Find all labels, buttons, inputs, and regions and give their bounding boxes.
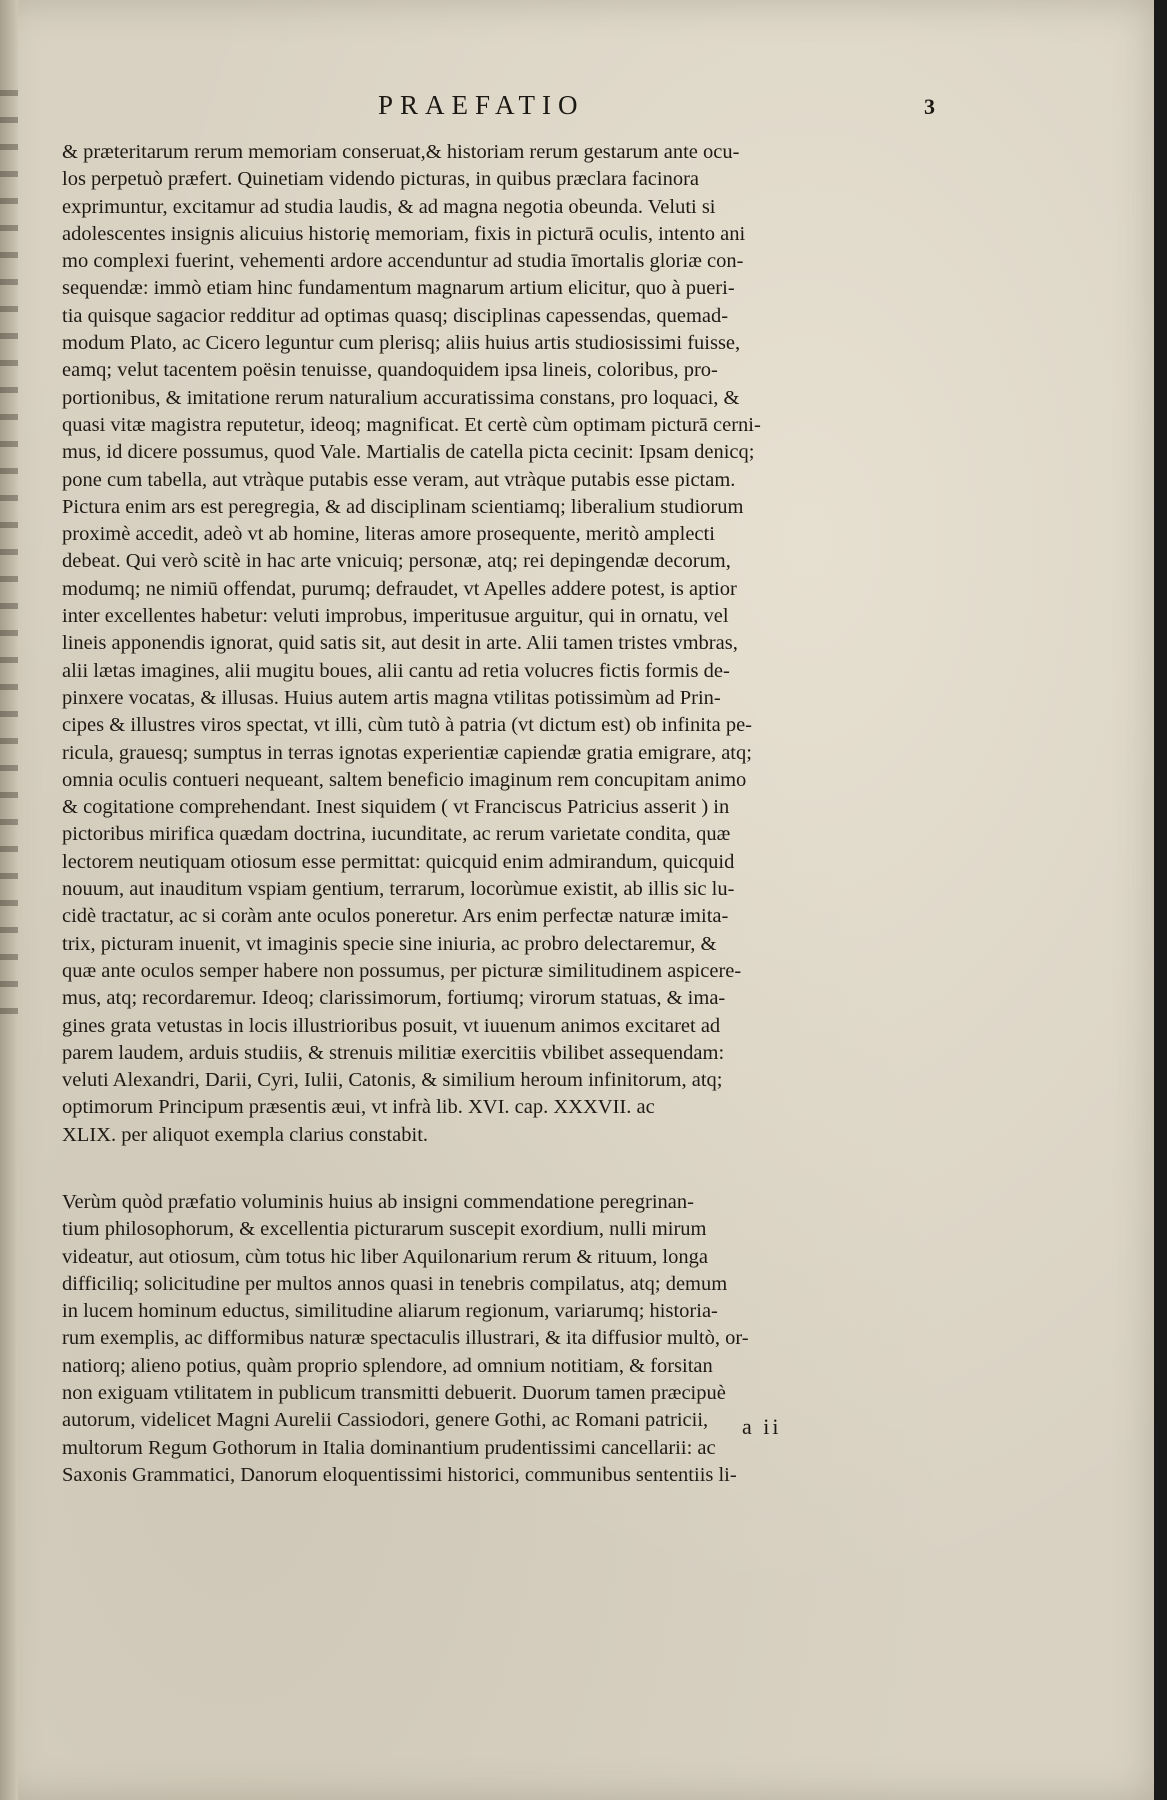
paragraph-gap: [62, 1149, 858, 1189]
text-line: pinxere vocatas, & illusas. Huius autem artis magna vtilitas potissimùm ad Prin-: [62, 686, 721, 709]
text-line: tium philosophorum, & excellentia picturarum suscepit exordium, nulli mirum: [62, 1218, 707, 1241]
text-line: lineis apponendis ignorat, quid satis sit, aut desit in arte. Alii tamen tristes vmbras,: [62, 632, 738, 655]
text-line: rum exemplis, ac difformibus naturæ spectaculis illustrari, & ita diffusior multò, or-: [62, 1327, 749, 1350]
text-line: mo complexi fuerint, vehementi ardore accenduntur ad studia īmortalis gloriæ con-: [62, 250, 744, 273]
body-text: [62, 139, 858, 1489]
text-line: eamq; velut tacentem poësin tenuisse, quandoquidem ipsa lineis, coloribus, pro-: [62, 359, 718, 382]
text-line: pone cum tabella, aut vtràque putabis esse veram, aut vtràque putabis esse pictam.: [62, 468, 736, 491]
running-head: PRAEFATIO: [378, 90, 585, 120]
scan-border: [1154, 0, 1167, 1800]
text-line: modum Plato, ac Cicero leguntur cum plerisq; aliis huius artis studiosissimi fuisse,: [62, 332, 741, 355]
binding-gutter: [0, 0, 18, 1800]
text-line: optimorum Principum præsentis æui, vt infrà lib. XVI. cap. XXXVII. ac: [62, 1096, 655, 1119]
paragraph: [62, 139, 858, 1149]
text-line: & cogitatione comprehendant. Inest siquidem ( vt Franciscus Patricius asserit ) in: [62, 796, 730, 819]
text-line: gines grata vetustas in locis illustrioribus posuit, vt iuuenum animos excitaret ad: [62, 1014, 721, 1037]
text-line: mus, id dicere possumus, quod Vale. Martialis de catella picta cecinit: Ipsam denicq;: [62, 441, 755, 464]
text-line: debeat. Qui verò scitè in hac arte vnicuiq; personæ, atq; rei depingendæ decorum,: [62, 550, 731, 573]
text-line: inter excellentes habetur: veluti improbus, imperitusue arguitur, qui in ornatu, vel: [62, 605, 729, 628]
text-line: cipes & illustres viros spectat, vt illi, cùm tutò à patria (vt dictum est) ob infinita pe-: [62, 714, 753, 737]
text-line: natiorq; alieno potius, quàm proprio splendore, ad omnium notitiam, & forsitan: [62, 1354, 713, 1377]
text-line: veluti Alexandri, Darii, Cyri, Iulii, Catonis, & similium heroum infinitorum, atq;: [62, 1069, 723, 1092]
text-line: difficiliq; solicitudine per multos annos quasi in tenebris compilatus, atq; demum: [62, 1272, 728, 1295]
text-line: mus, atq; recordaremur. Ideoq; clarissimorum, fortiumq; virorum statuas, & ima-: [62, 987, 726, 1010]
text-line: pictoribus mirifica quædam doctrina, iucunditate, ac rerum varietate condita, quæ: [62, 823, 731, 846]
text-line: videatur, aut otiosum, cùm totus hic liber Aquilonarium rerum & rituum, longa: [62, 1245, 708, 1268]
text-line: portionibus, & imitatione rerum naturalium accuratissima constans, pro loquaci, &: [62, 386, 740, 409]
text-line: tia quisque sagacior redditur ad optimas quasq; disciplinas capessendas, quemad-: [62, 304, 729, 327]
text-line: omnia oculis contueri nequeant, saltem beneficio imaginum rem concupitam animo: [62, 768, 747, 791]
text-line: exprimuntur, excitamur ad studia laudis, & ad magna negotia obeunda. Veluti si: [62, 195, 716, 218]
text-line: quasi vitæ magistra reputetur, ideoq; magnificat. Et certè cùm optimam picturā cerni-: [62, 413, 761, 436]
text-line: adolescentes insignis alicuius historię memoriam, fixis in picturā oculis, intento ani: [62, 222, 746, 245]
text-line: Saxonis Grammatici, Danorum eloquentissimi historici, communibus sententiis li-: [62, 1463, 737, 1486]
text-line: quæ ante oculos semper habere non possumus, per picturæ similitudinem aspicere-: [62, 959, 742, 982]
text-line: modumq; ne nimiū offendat, purumq; defraudet, vt Apelles addere potest, is aptior: [62, 577, 737, 600]
text-line: Pictura enim ars est peregregia, & ad disciplinam scientiamq; liberalium studiorum: [62, 495, 744, 518]
text-line: los perpetuò præfert. Quinetiam videndo picturas, in quibus præclara facinora: [62, 168, 700, 191]
text-line: sequendæ: immò etiam hinc fundamentum magnarum artium elicitur, quo à pueri-: [62, 277, 735, 300]
text-line: ricula, grauesq; sumptus in terras ignotas experientiæ capiendæ gratia emigrare, atq;: [62, 741, 752, 764]
text-line: trix, picturam inuenit, vt imaginis specie sine iniuria, ac probro delectaremur, &: [62, 932, 717, 955]
text-line: XLIX. per aliquot exempla clarius constabit.: [62, 1123, 429, 1146]
facing-page-bleed: [0, 90, 18, 1030]
text-line: non exiguam vtilitatem in publicum transmitti debuerit. Duorum tamen præcipuè: [62, 1382, 726, 1405]
text-line: autorum, videlicet Magni Aurelii Cassiodori, genere Gothi, ac Romani patricii,: [62, 1409, 709, 1432]
text-line: lectorem neutiquam otiosum esse permittat: quicquid enim admirandum, quicquid: [62, 850, 735, 873]
text-line: Verùm quòd præfatio voluminis huius ab insigni commendatione peregrinan-: [62, 1190, 694, 1213]
paragraph: [62, 1189, 858, 1489]
text-line: parem laudem, arduis studiis, & strenuis militiæ exercitiis vbilibet assequendam:: [62, 1041, 725, 1064]
page-number: 3: [924, 94, 935, 119]
text-line: alii lætas imagines, alii mugitu boues, alii cantu ad retia volucres fictis formis de-: [62, 659, 730, 682]
signature-mark: a ii: [742, 1414, 782, 1439]
text-line: multorum Regum Gothorum in Italia dominantium prudentissimi cancellarii: ac: [62, 1436, 716, 1459]
text-line: & præteritarum rerum memoriam conseruat,& historiam rerum gestarum ante ocu-: [62, 141, 740, 163]
text-line: proximè accedit, adeò vt ab homine, literas amore prosequente, meritò amplecti: [62, 523, 715, 546]
text-line: cidè tractatur, ac si coràm ante oculos poneretur. Ars enim perfectæ naturæ imita-: [62, 905, 729, 928]
text-line: nouum, aut inauditum vspiam gentium, terrarum, locorùmue existit, ab illis sic lu-: [62, 878, 735, 901]
page-header: [0, 90, 1154, 130]
text-line: in lucem hominum eductus, similitudine aliarum regionum, variarumq; historia-: [62, 1300, 718, 1323]
